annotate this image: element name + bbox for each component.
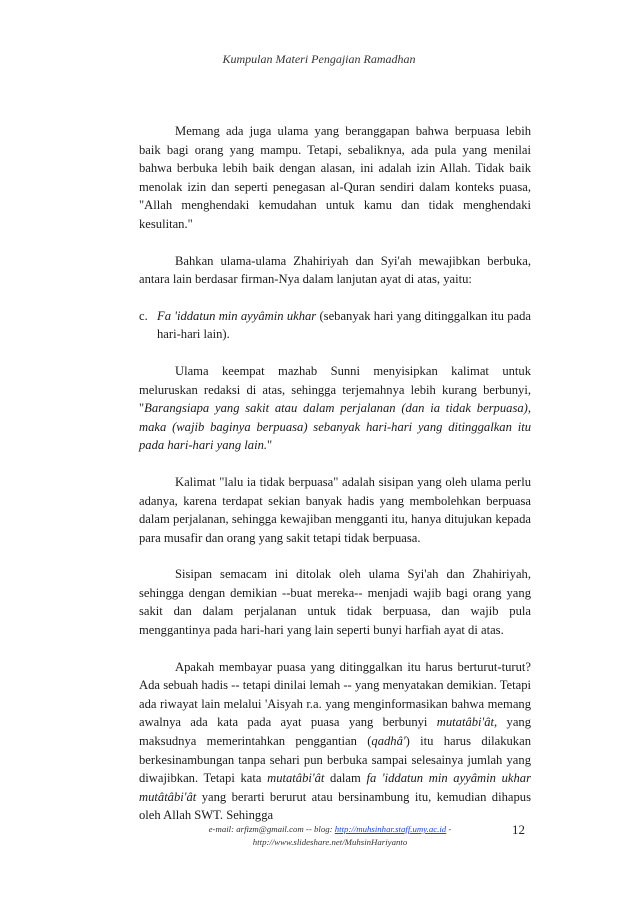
list-marker: c. xyxy=(139,308,148,323)
paragraph-6 xyxy=(139,658,531,825)
paragraph-4: Kalimat "lalu ia tidak berpuasa" adalah sisipan yang oleh ulama perlu adanya, karena terdapat sekian banyak hadis yang membolehkan berpuasa dalam perjalanan, sehingga kewajiban mengganti itu, hanya ditujukan kepada para musafir dan orang yang sakit tetapi tidak berpuasa. xyxy=(139,474,531,545)
p6-text-4: dalam xyxy=(324,771,367,786)
paragraph-5: Sisipan semacam ini ditolak oleh ulama Syi'ah dan Zhahiriyah, sehingga dengan demikian --buat mereka-- menjadi wajib bagi orang yang sakit dan dalam perjalanan untuk tidak berpuasa, dan wajib pula menggantinya pada hari-hari yang lain seperti bunyi harfiah ayat di atas. xyxy=(139,567,531,638)
p6-italic-3: mutatâbi'ât xyxy=(267,771,325,786)
footer-email: e-mail: arfizm@gmail.com -- blog: xyxy=(208,824,335,834)
paragraph-1: Memang ada juga ulama yang beranggapan bahwa berpuasa lebih baik bagi orang yang mampu. Tetapi, sebaliknya, ada pula yang menilai bahwa berbuka lebih baik dengan alasan, ini adalah izin Allah. Tidak baik menolak izin dan seperti penegasan al-Quran sendiri dalam konteks puasa, "Allah menghendaki kemudahan untuk kamu dan tidak menghendaki kesulitan." xyxy=(139,124,531,231)
paragraph-3-tail: " xyxy=(267,438,273,453)
list-item-c xyxy=(139,307,531,344)
running-header: Kumpulan Materi Pengajian Ramadhan xyxy=(222,52,416,66)
blog-link[interactable]: http://muhsinhar.staff.umy.ac.id xyxy=(334,824,447,834)
p6-text-5: yang berarti berurut atau bersinambung itu, kemudian dihapus oleh Allah SWT. Sehingga xyxy=(139,789,531,823)
page-footer xyxy=(190,823,470,848)
paragraph-3 xyxy=(139,362,531,455)
slideshare-link: http://www.slideshare.net/MuhsinHariyanto xyxy=(252,836,408,847)
quran-verse-transliteration: Fa 'iddatun min ayyâmin ukhar xyxy=(157,308,317,323)
p6-text-3: ) itu harus dilakukan berkesinambungan tanpa sehari pun berbuka sampai selesainya jumlah yang diwajibkan. Tetapi kata xyxy=(139,734,531,786)
footer-separator: - xyxy=(446,824,452,834)
p6-text-1: Apakah membayar puasa yang ditinggalkan itu harus berturut-turut? Ada sebuah hadis -- tetapi dinilai lemah -- yang menyatakan demikian. Tetapi ada riwayat lain melalui 'Aisyah r.a. yang menginformasikan bahwa memang awalnya ada kata pada ayat puasa yang berbunyi xyxy=(139,659,531,730)
paragraph-3-lead: Ulama keempat mazhab Sunni menyisipkan kalimat untuk meluruskan redaksi di atas, sehingga terjemahnya lebih kurang berbunyi, " xyxy=(139,363,531,416)
p6-italic-1: mutatâbi'ât xyxy=(436,715,495,730)
paragraph-2: Bahkan ulama-ulama Zhahiriyah dan Syi'ah mewajibkan berbuka, antara lain berdasar firman-Nya dalam lanjutan ayat di atas, yaitu: xyxy=(139,253,531,287)
p6-text-2: , yang maksudnya memerintahkan penggantian ( xyxy=(139,715,532,749)
p6-italic-2: qadhâ' xyxy=(371,734,406,749)
paragraph-3-quote: Barangsiapa yang sakit atau dalam perjalanan (dan ia tidak berpuasa), maka (wajib baginya berpuasa) sebanyak hari-hari yang ditinggalkan itu pada hari-hari yang lain. xyxy=(139,401,531,453)
page-number: 12 xyxy=(512,822,525,837)
body-text xyxy=(139,122,531,843)
p6-italic-4: fa 'iddatun min ayyâmin ukhar mutâtâbi'ât xyxy=(139,771,531,804)
verse-translation: (sebanyak hari yang ditinggalkan itu pada hari-hari lain). xyxy=(157,308,531,342)
